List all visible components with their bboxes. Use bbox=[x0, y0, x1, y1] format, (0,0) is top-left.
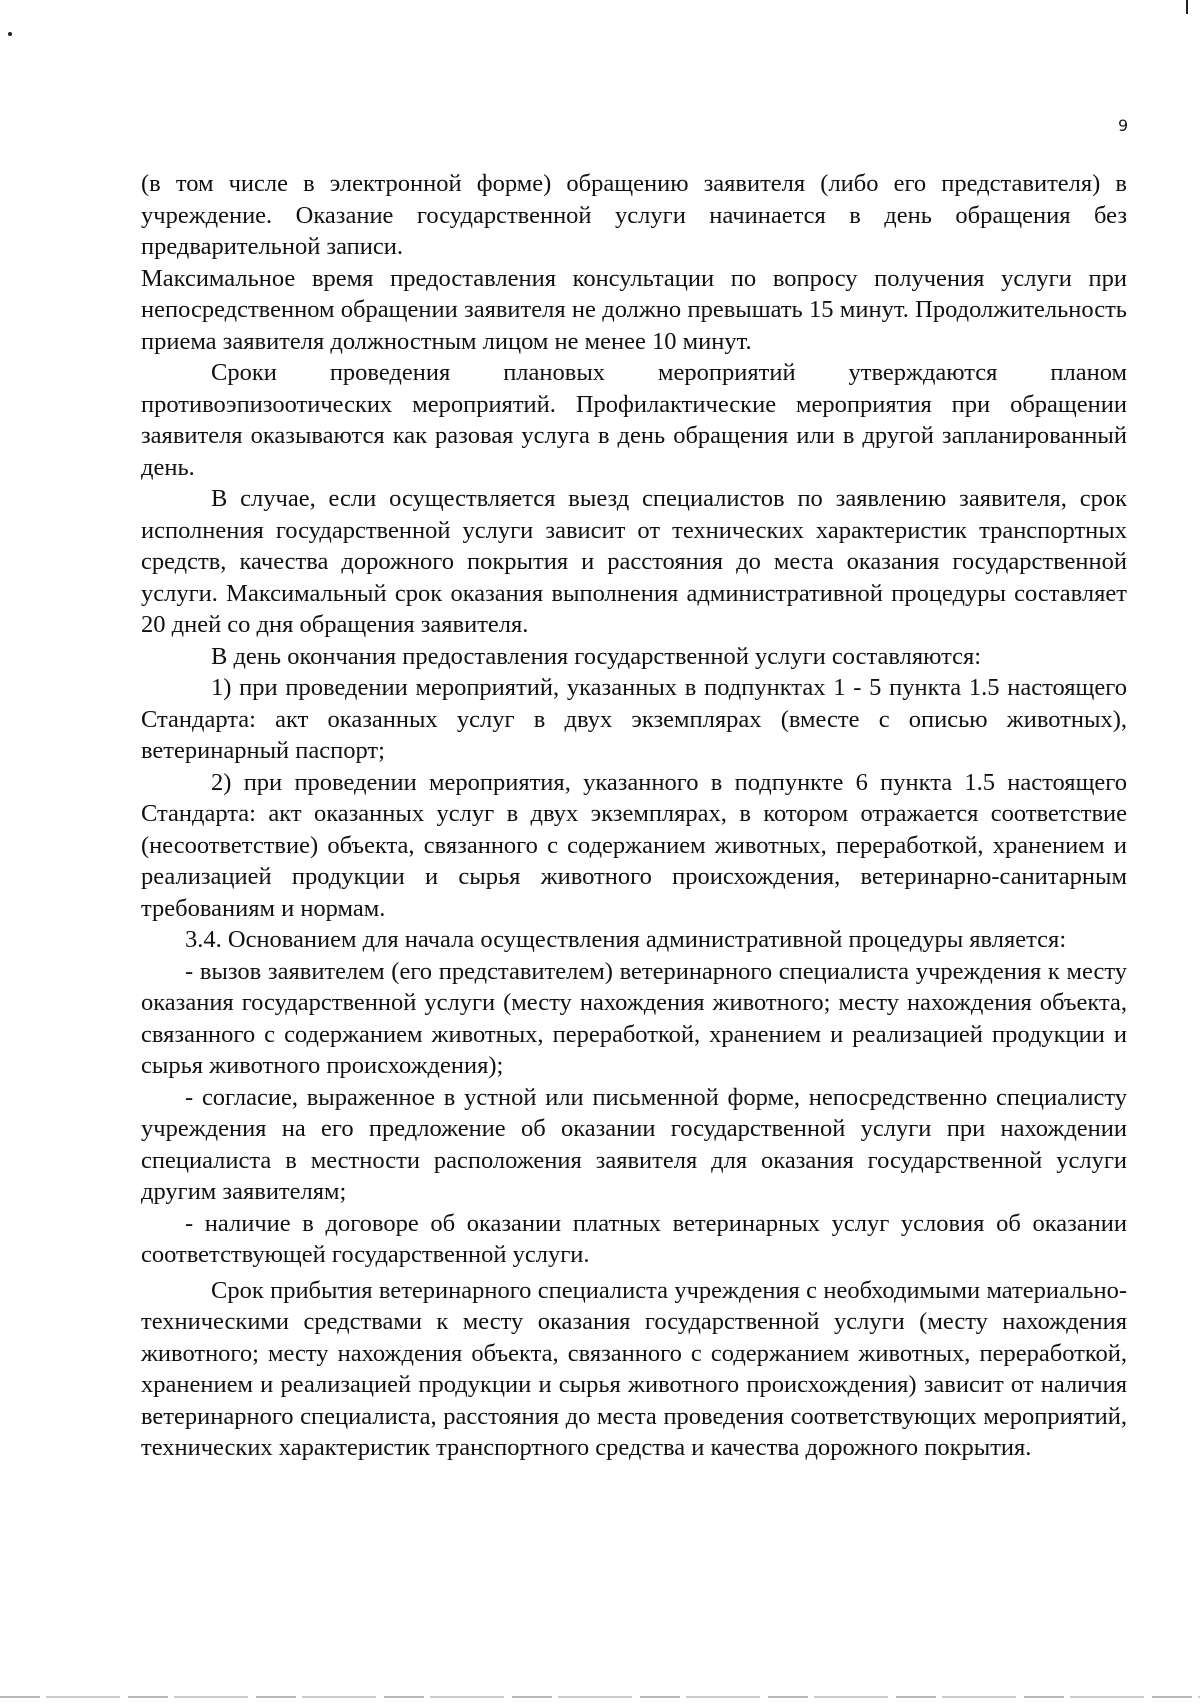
paragraph: (в том числе в электронной форме) обращению заявителя (либо его представителя) в учреждение. Оказание государственной услуги начинается в день обращения без предварительной записи. bbox=[141, 170, 1127, 260]
paragraph: Максимальное время предоставления консультации по вопросу получения услуги при непосредственном обращении заявителя не должно превышать 15 минут. Продолжительность приема заявителя должностным лицом не менее 10 минут. bbox=[141, 264, 1127, 355]
list-item: - согласие, выраженное в устной или письменной форме, непосредственно специалисту учреждения на его предложение об оказании государственной услуги при нахождении специалиста в местности расположения заявителя для оказания государственной услуги другим заявителям; bbox=[141, 1083, 1127, 1205]
scan-bottom-edge bbox=[0, 1696, 1200, 1698]
paragraph: Сроки проведения плановых мероприятий утверждаются планом противоэпизоотических мероприятий. Профилактические мероприятия при обращении заявителя оказываются как разовая услуга в день обращения или в другой запланированный день. bbox=[141, 359, 1127, 481]
section-heading-paragraph: 3.4. Основанием для начала осуществления административной процедуры является: bbox=[185, 926, 1067, 953]
scan-speck bbox=[8, 32, 12, 36]
paragraph: Срок прибытия ветеринарного специалиста учреждения с необходимыми материально-техническими средствами к месту оказания государственной услуги (месту нахождения животного; месту нахождения объекта, связанного с содержанием животных, переработкой, хранением и реализацией продукции и сырья животного происхождения) зависит от наличия ветеринарного специалиста, расстояния до места проведения соответствующих мероприятий, технических характеристик транспортного средства и качества дорожного покрытия. bbox=[141, 1276, 1127, 1461]
page-number: 9 bbox=[1118, 116, 1129, 135]
list-item: 2) при проведении мероприятия, указанного в подпункте 6 пункта 1.5 настоящего Стандарта: акт оказанных услуг в двух экземплярах, в котором отражается соответствие (несоответствие) объекта, связанного с содержанием животных, переработкой, хранением и реализацией продукции и сырья животного происхождения, ветеринарно-санитарным требованиям и нормам. bbox=[141, 768, 1127, 922]
document-body bbox=[141, 168, 1127, 1464]
paragraph: В случае, если осуществляется выезд специалистов по заявлению заявителя, срок исполнения государственной услуги зависит от технических характеристик транспортных средств, качества дорожного покрытия и расстояния до места оказания государственной услуги. Максимальный срок оказания выполнения административной процедуры составляет 20 дней со дня обращения заявителя. bbox=[141, 485, 1127, 638]
paragraph: В день окончания предоставления государственной услуги составляются: bbox=[211, 642, 982, 670]
list-item: - наличие в договоре об оказании платных ветеринарных услуг условия об оказании соответствующей государственной услуги. bbox=[141, 1209, 1127, 1268]
scan-edge-mark bbox=[1186, 0, 1188, 14]
list-item: - вызов заявителем (его представителем) ветеринарного специалиста учреждения к месту оказания государственной услуги (месту нахождения животного; месту нахождения объекта, связанного с содержанием животных, переработкой, хранением и реализацией продукции и сырья животного происхождения); bbox=[141, 957, 1127, 1079]
list-item: 1) при проведении мероприятий, указанных в подпунктах 1 - 5 пункта 1.5 настоящего Стандарта: акт оказанных услуг в двух экземплярах (вместе с описью животных), ветеринарный паспорт; bbox=[141, 674, 1127, 764]
